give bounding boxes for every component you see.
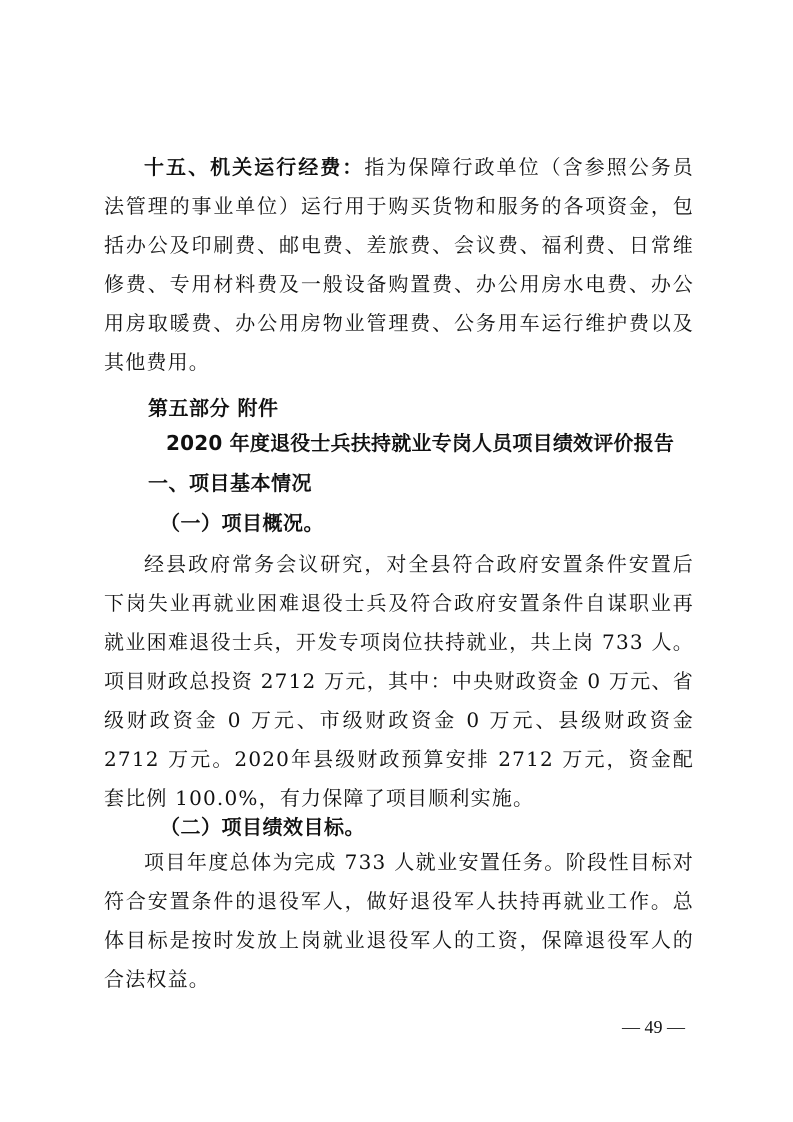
definition-paragraph — [104, 148, 694, 382]
report-title: 2020 年度退役士兵扶持就业专岗人员项目绩效评价报告 — [166, 431, 675, 455]
overview-paragraph: 经县政府常务会议研究，对全县符合政府安置条件安置后下岗失业再就业困难退役士兵及符合政府安置条件自谋职业再就业困难退役士兵，开发专项岗位扶持就业，共上岗 733 人。项目财政总投资 2712 万元，其中：中央财政资金 0 万元、省级财政资金 0 万元、市级财政资金 0 万元、县级财政资金 2712 万元。2020年县级财政预算安排 2712 万元，资金配套比例 100.0%，有力保障了项目顺利实施。 — [104, 552, 694, 810]
definition-term: 十五、机关运行经费 — [144, 155, 343, 179]
section-heading-basic-info: 一、项目基本情况 — [148, 471, 312, 495]
subsection-heading-overview: （一）项目概况。 — [160, 511, 324, 535]
page-number: — 49 — — [622, 1017, 685, 1037]
definition-separator: ： — [342, 155, 365, 179]
performance-goals-paragraph: 项目年度总体为完成 733 人就业安置任务。阶段性目标对符合安置条件的退役军人，做好退役军人扶持再就业工作。总体目标是按时发放上岗就业退役军人的工资，保障退役军人的合法权益。 — [104, 850, 694, 991]
definition-text: 指为保障行政单位（含参照公务员法管理的事业单位）运行用于购买货物和服务的各项资金，包括办公及印刷费、邮电费、差旅费、会议费、福利费、日常维修费、专用材料费及一般设备购置费、办公用房水电费、办公用房取暖费、办公用房物业管理费、公务用车运行维护费以及其他费用。 — [104, 155, 695, 374]
subsection-heading-performance-goals: （二）项目绩效目标。 — [160, 815, 365, 839]
part-title: 第五部分 附件 — [148, 396, 279, 420]
